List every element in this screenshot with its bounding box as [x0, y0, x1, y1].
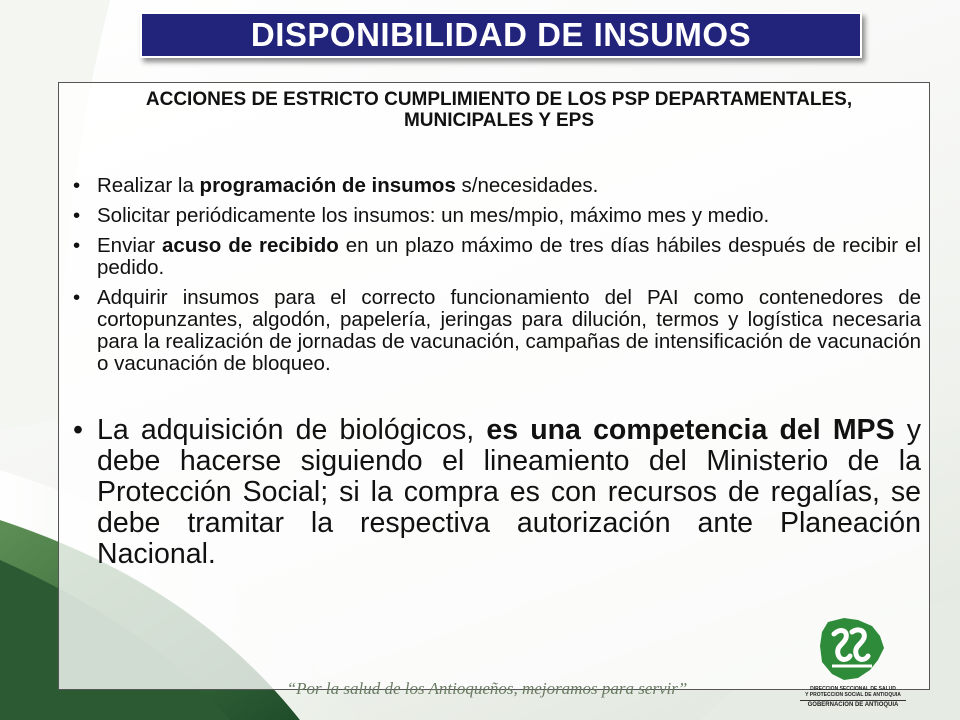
actions-list — [73, 175, 921, 578]
item-text: y debe hacerse siguiendo el lineamiento del Ministerio de la Protección Social; si la compra es con recursos de regalías, se debe tramitar la respectiva autorización ante Planeación Nacional. — [97, 414, 921, 570]
bullet: • — [73, 204, 81, 227]
item-text: s/necesidades. — [455, 174, 599, 197]
antioquia-map-logo-icon — [814, 616, 890, 682]
content-frame — [58, 82, 930, 690]
org-line: Y PROTECCION SOCIAL DE ANTIOQUIA — [805, 692, 901, 698]
organization-name — [800, 686, 906, 709]
page-title: DISPONIBILIDAD DE INSUMOS — [250, 16, 752, 53]
section-heading: ACCIONES DE ESTRICTO CUMPLIMIENTO DE LOS PSP DEPARTAMENTALES, MUNICIPALES Y EPS — [145, 89, 853, 131]
list-item — [73, 175, 921, 197]
org-line: GOBERNACION DE ANTIOQUIA — [800, 700, 906, 709]
item-text: Enviar — [97, 234, 163, 257]
title-banner — [140, 12, 862, 58]
list-item — [73, 287, 921, 375]
list-item — [73, 205, 921, 227]
item-text: Realizar la — [97, 174, 200, 197]
item-text: en un plazo máximo de tres días hábiles después de recibir el pedido. — [97, 234, 921, 279]
item-text: Solicitar periódicamente los insumos: un mes/mpio, máximo mes y medio. — [97, 204, 770, 227]
bullet: • — [73, 286, 81, 309]
item-text: La adquisición de biológicos, — [97, 414, 487, 446]
bullet: • — [73, 414, 83, 446]
item-bold-text: programación de insumos — [199, 174, 456, 197]
list-item-highlight — [73, 415, 921, 570]
bullet: • — [73, 174, 81, 197]
bullet: • — [73, 234, 81, 257]
list-item — [73, 235, 921, 279]
item-bold-text: es una competencia del MPS — [486, 414, 895, 446]
item-text: Adquirir insumos para el correcto funcionamiento del PAI como contenedores de cortopunzantes, algodón, papelería, jeringas para dilución, termos y logística necesaria para la realización de jornadas de vacunación, campañas de intensificación de vacunación o vacunación de bloqueo. — [97, 286, 921, 375]
slogan: “Por la salud de los Antioqueños, mejoramos para servir” — [286, 679, 688, 698]
item-bold-text: acuso de recibido — [162, 234, 339, 257]
org-line: DIRECCION SECCIONAL DE SALUD — [810, 686, 896, 692]
